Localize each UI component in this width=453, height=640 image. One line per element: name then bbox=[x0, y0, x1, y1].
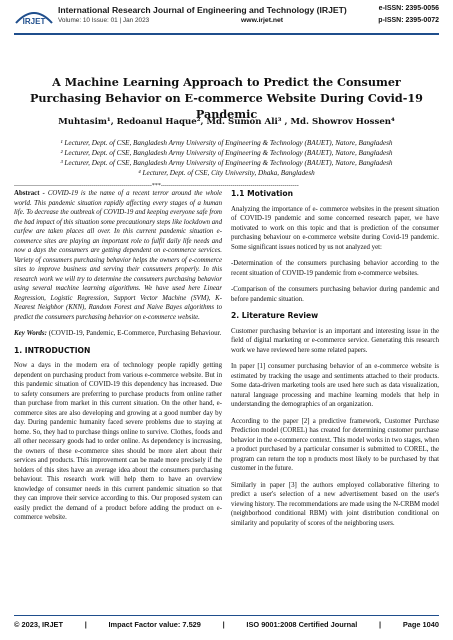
motivation-paragraph-2: -Determination of the consumers purchasing behavior according to the recent situation of COVID-19 pandemic from e-commerce websites. bbox=[231, 260, 439, 277]
section-heading-motivation: 1.1 Motivation bbox=[231, 189, 294, 198]
section-heading-introduction: 1. INTRODUCTION bbox=[14, 345, 91, 355]
section-separator: ---------------------------------------------------------------------***--------------------------------------------------------------------- bbox=[14, 183, 299, 189]
logo-text: IRJET bbox=[22, 17, 46, 26]
literature-paragraph-4: Similarly in paper [3] the authors employed collaborative filtering to predict a user's selection of a new advertisement based on the user's viewing history. The recommendations are made using the N-CRBM model (neighborhood conditional RBM) with joint distribution conditional on similarity and popularity of scores of the neighboring users. bbox=[231, 481, 439, 527]
literature-paragraph-1: Customer purchasing behavior is an important and interesting issue in the field of digital marketing or e-commerce service. Generating this research work we have reviewed here some related papers. bbox=[231, 327, 439, 354]
literature-paragraph-2: In paper [1] consumer purchasing behavior of an e-commerce website is estimated by tracking the usage and sentiments attached to their products. Some data-driven marketing tools are used here such as data visualization, natural language processing and machine learning models that help in understanding the demographics of an organization. bbox=[231, 363, 439, 408]
volume-issue: Volume: 10 Issue: 01 | Jan 2023 bbox=[58, 17, 150, 24]
keywords-text: (COVID-19, Pandemic, E-Commerce, Purchasing Behaviour. bbox=[47, 329, 222, 337]
section-heading-literature-review: 2. Literature Review bbox=[231, 311, 319, 320]
footer-divider: | bbox=[379, 620, 382, 629]
footer-iso: ISO 9001:2008 Certified Journal bbox=[246, 620, 358, 629]
abstract-label: Abstract - bbox=[14, 190, 45, 197]
keywords bbox=[14, 329, 222, 339]
header-rule bbox=[14, 33, 439, 35]
introduction-paragraph: Now a days in the modern era of technology people rapidly getting dependent on purchasing product from various e-commerce website. But in this pandemic situation of COVID-19 this dependency has increased. Due to safety consumers are preferring to purchase products from online rather than purchase from market in this current situation. On the other hand, e-commerce sites are also developing and growing at a good number day by day. During pandemic humanity faced severe problems due to staying at home. So, they had to purchase things online to survive. Clothes, foods and all other necessary goods had to order online. As dependency is increasing, the owners of these e-commerce sites should be more alert about their services and products. This improvement can be made more precisely if the holders of this sites have an average idea about the consumers purchasing behaviour. This research work will help them to have an overview knowledge of consumer needs in this current pandemic situation so that they can improve their service according to this. Our proposed system can easily predict the demand of a product before adding the product on e-commerce website. bbox=[14, 362, 222, 521]
footer-divider: | bbox=[84, 620, 87, 629]
e-issn: e-ISSN: 2395-0056 bbox=[378, 5, 439, 12]
author-list: Muhtasim¹, Redoanul Haque², Md. Sumon Ali³ , Md. Showrov Hossen⁴ bbox=[58, 117, 395, 127]
footer-impact-factor: Impact Factor value: 7.529 bbox=[108, 620, 201, 629]
footer-rule bbox=[14, 615, 439, 616]
left-column bbox=[14, 189, 222, 530]
abstract-text: COVID-19 is the name of a recent terror around the whole world. This pandemic situation rapidly affecting every stages of a human life. To decrease the outbreak of COVID-19 and keeping everyone safe from the bad impact of this situation some precautionary steps like lockdown and curfew are taken places all over. In this current pandemic situation e-commerce sites are playing an important role to fulfil daily life needs and now a days the consumers are getting dependent on e-commerce services. Variety of consumers purchasing behavior helps the owners of e-commerce sites to improve business and serving their consumers properly. In this research work we will try to determine the consumers purchasing behavior using several machine learning algorithms. We have used here Linear Regression, Logistic Regression, Support Vector Machine (SVM), K-Nearest Neighbor (KNN), Random Forest and Naive Bayes algorithms to predict the consumers purchasing behavior on e-commerce website. bbox=[14, 190, 222, 321]
irjet-logo bbox=[14, 5, 54, 27]
affiliation-3: ³ Lecturer, Dept. of CSE, Bangladesh Army University of Engineering & Technology (BAUET), Natore, Bangladesh bbox=[60, 159, 393, 167]
journal-header bbox=[14, 4, 439, 30]
affiliation-2: ² Lecturer, Dept. of CSE, Bangladesh Army University of Engineering & Technology (BAUET), Natore, Bangladesh bbox=[60, 149, 393, 157]
motivation-paragraph-1: Analyzing the importance of e- commerce websites in the present situation of COVID-19 pandemic and some concerned research paper, we have motivated to work on this topic and that is prediction of the consumer purchasing behaviour on e-commerce website during Covid-19 pandemic. Some significant issues noticed by us not analyzed yet: bbox=[231, 205, 439, 251]
affiliations bbox=[16, 138, 437, 178]
footer-divider: | bbox=[222, 620, 225, 629]
abstract bbox=[14, 189, 222, 322]
motivation-paragraph-3: -Comparison of the consumers purchasing behavior during pandemic and before pandemic situation. bbox=[231, 286, 439, 303]
journal-name: International Research Journal of Engineering and Technology (IRJET) bbox=[58, 5, 347, 15]
footer-copyright: © 2023, IRJET bbox=[14, 620, 63, 629]
footer-page-number: Page 1040 bbox=[402, 620, 439, 629]
keywords-label: Key Words: bbox=[14, 329, 47, 337]
p-issn: p-ISSN: 2395-0072 bbox=[378, 17, 439, 24]
affiliation-1: ¹ Lecturer, Dept. of CSE, Bangladesh Army University of Engineering & Technology (BAUET), Natore, Bangladesh bbox=[60, 139, 393, 147]
paper-title: A Machine Learning Approach to Predict the Consumer Purchasing Behavior on E-commerce Website During Covid-19 Pandemic bbox=[30, 75, 423, 121]
literature-paragraph-3: According to the paper [2] a predictive framework, Customer Purchase Prediction model (COREL) has created for determining customer purchase behavior in the e-commerce context. This model works in two stages, when a product purchased by a particular consumer is submitted to COREL, the program can return the top n products most likely to be purchased by that customer in the future. bbox=[231, 417, 439, 472]
journal-website-link[interactable]: www.irjet.net bbox=[241, 17, 284, 24]
affiliation-4: ⁴ Lecturer, Dept. of CSE, City University, Dhaka, Bangladesh bbox=[138, 169, 315, 177]
right-column bbox=[231, 189, 439, 535]
page-footer bbox=[14, 620, 439, 629]
